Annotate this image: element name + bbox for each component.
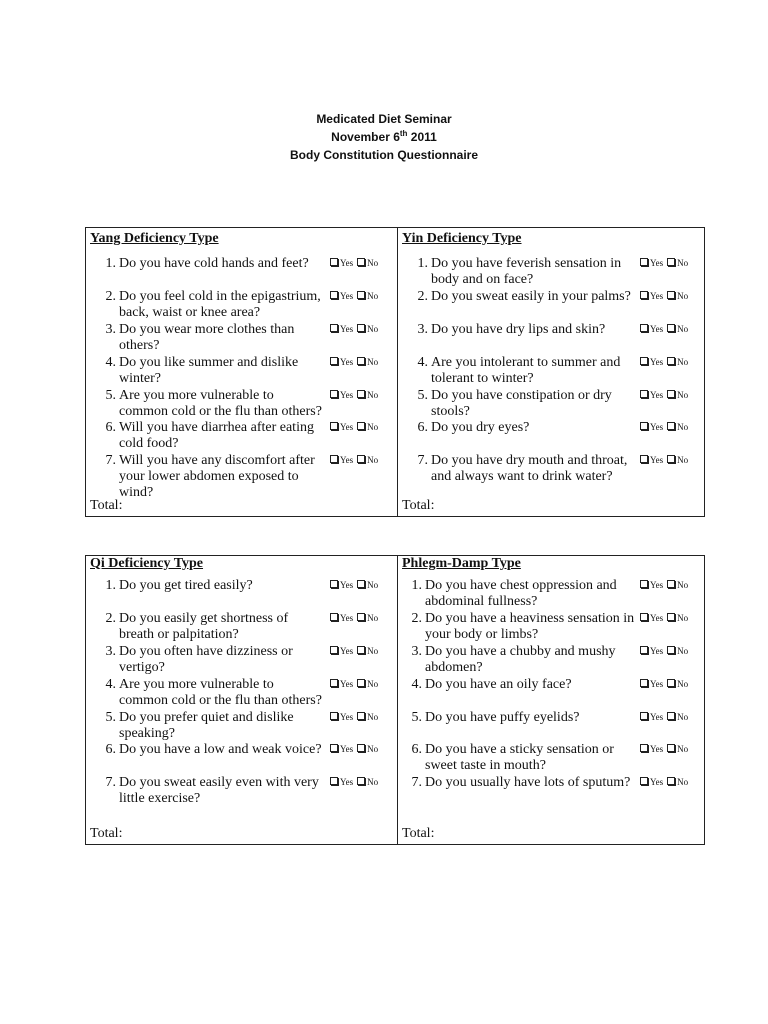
no-label: No bbox=[677, 679, 689, 689]
yes-no-options bbox=[330, 743, 382, 755]
yes-no-options bbox=[330, 645, 382, 657]
no-label: No bbox=[677, 777, 689, 787]
no-checkbox[interactable] bbox=[667, 257, 688, 269]
checkbox-icon[interactable] bbox=[357, 777, 365, 785]
no-checkbox[interactable] bbox=[357, 454, 378, 466]
yes-checkbox[interactable] bbox=[330, 776, 353, 788]
question-number: 3. bbox=[105, 322, 116, 337]
question-number: 3. bbox=[105, 644, 116, 659]
question-text: Are you more vulnerable to common cold or the flu than others? bbox=[119, 388, 322, 419]
question-text: Are you intolerant to summer and tolerant to winter? bbox=[431, 355, 621, 386]
question-number: 5. bbox=[105, 388, 116, 403]
questionnaire-grid-top bbox=[85, 227, 705, 517]
checkbox-icon[interactable] bbox=[357, 679, 365, 687]
no-label: No bbox=[367, 291, 379, 301]
yes-checkbox[interactable] bbox=[640, 356, 663, 368]
checkbox-icon[interactable] bbox=[330, 258, 338, 266]
no-checkbox[interactable] bbox=[357, 776, 378, 788]
yes-label: Yes bbox=[650, 324, 664, 334]
checkbox-icon[interactable] bbox=[640, 613, 648, 621]
checkbox-icon[interactable] bbox=[330, 455, 338, 463]
no-checkbox[interactable] bbox=[357, 323, 378, 335]
question-number: 2. bbox=[105, 289, 116, 304]
yes-checkbox[interactable] bbox=[640, 579, 663, 591]
no-checkbox[interactable] bbox=[667, 743, 688, 755]
question-number: 7. bbox=[417, 453, 428, 468]
no-label: No bbox=[677, 580, 689, 590]
yes-label: Yes bbox=[650, 422, 664, 432]
checkbox-icon[interactable] bbox=[667, 291, 675, 299]
question-number: 1. bbox=[105, 578, 116, 593]
no-label: No bbox=[367, 455, 379, 465]
no-label: No bbox=[367, 744, 379, 754]
yes-no-options bbox=[330, 389, 382, 401]
yes-label: Yes bbox=[340, 390, 354, 400]
yes-no-options bbox=[330, 776, 382, 788]
no-label: No bbox=[367, 258, 379, 268]
checkbox-icon[interactable] bbox=[640, 390, 648, 398]
yes-no-options bbox=[330, 421, 382, 433]
no-checkbox[interactable] bbox=[357, 711, 378, 723]
yes-no-options bbox=[640, 579, 692, 591]
no-checkbox[interactable] bbox=[357, 421, 378, 433]
yes-checkbox[interactable] bbox=[640, 421, 663, 433]
question-number: 7. bbox=[411, 775, 422, 790]
no-checkbox[interactable] bbox=[667, 711, 688, 723]
question-number: 2. bbox=[105, 611, 116, 626]
yes-no-options bbox=[640, 257, 692, 269]
checkbox-icon[interactable] bbox=[667, 258, 675, 266]
yes-label: Yes bbox=[340, 324, 354, 334]
no-label: No bbox=[677, 324, 689, 334]
yes-no-options bbox=[330, 290, 382, 302]
total-label: Total: bbox=[90, 498, 123, 513]
checkbox-icon[interactable] bbox=[667, 580, 675, 588]
no-label: No bbox=[367, 422, 379, 432]
no-label: No bbox=[677, 357, 689, 367]
no-checkbox[interactable] bbox=[357, 290, 378, 302]
total-label: Total: bbox=[402, 826, 435, 841]
yes-checkbox[interactable] bbox=[640, 257, 663, 269]
seminar-date: November 6th 2011 bbox=[331, 129, 437, 144]
checkbox-icon[interactable] bbox=[667, 679, 675, 687]
yes-label: Yes bbox=[650, 646, 664, 656]
no-checkbox[interactable] bbox=[357, 645, 378, 657]
question-number: 1. bbox=[417, 256, 428, 271]
yes-checkbox[interactable] bbox=[330, 290, 353, 302]
no-checkbox[interactable] bbox=[357, 678, 378, 690]
no-checkbox[interactable] bbox=[667, 323, 688, 335]
question-text: Do you usually have lots of sputum? bbox=[425, 775, 631, 790]
question-number: 5. bbox=[411, 710, 422, 725]
checkbox-icon[interactable] bbox=[640, 679, 648, 687]
yes-no-options bbox=[330, 356, 382, 368]
question-text: Are you more vulnerable to common cold or the flu than others? bbox=[119, 677, 322, 708]
yes-checkbox[interactable] bbox=[330, 421, 353, 433]
question-number: 6. bbox=[105, 420, 116, 435]
question-text: Do you sweat easily even with very little exercise? bbox=[119, 775, 319, 806]
yes-no-options bbox=[330, 711, 382, 723]
checkbox-icon[interactable] bbox=[667, 712, 675, 720]
yes-no-options bbox=[640, 389, 692, 401]
yes-checkbox[interactable] bbox=[640, 743, 663, 755]
question-number: 4. bbox=[411, 677, 422, 692]
checkbox-icon[interactable] bbox=[330, 390, 338, 398]
question-text: Do you often have dizziness or vertigo? bbox=[119, 644, 293, 675]
no-label: No bbox=[677, 613, 689, 623]
question-text: Do you have chest oppression and abdominal fullness? bbox=[425, 578, 617, 609]
question-text: Do you have cold hands and feet? bbox=[119, 256, 309, 271]
section-title: Yang Deficiency Type bbox=[90, 231, 219, 246]
yes-label: Yes bbox=[340, 357, 354, 367]
yes-checkbox[interactable] bbox=[330, 612, 353, 624]
yes-label: Yes bbox=[340, 258, 354, 268]
question-number: 4. bbox=[105, 677, 116, 692]
checkbox-icon[interactable] bbox=[330, 580, 338, 588]
yes-label: Yes bbox=[650, 291, 664, 301]
no-label: No bbox=[367, 580, 379, 590]
yes-label: Yes bbox=[650, 455, 664, 465]
no-label: No bbox=[367, 390, 379, 400]
yes-label: Yes bbox=[340, 422, 354, 432]
questionnaire-title: Body Constitution Questionnaire bbox=[290, 148, 478, 162]
yes-label: Yes bbox=[650, 258, 664, 268]
checkbox-icon[interactable] bbox=[640, 324, 648, 332]
yes-no-options bbox=[330, 678, 382, 690]
total-label: Total: bbox=[90, 826, 123, 841]
question-number: 7. bbox=[105, 453, 116, 468]
no-checkbox[interactable] bbox=[667, 421, 688, 433]
section-yin-deficiency bbox=[402, 228, 702, 516]
yes-label: Yes bbox=[340, 744, 354, 754]
section-phlegm-damp bbox=[402, 556, 702, 844]
checkbox-icon[interactable] bbox=[667, 390, 675, 398]
question-number: 4. bbox=[105, 355, 116, 370]
checkbox-icon[interactable] bbox=[357, 580, 365, 588]
yes-label: Yes bbox=[650, 357, 664, 367]
yes-checkbox[interactable] bbox=[640, 454, 663, 466]
question-text: Do you wear more clothes than others? bbox=[119, 322, 295, 353]
question-number: 4. bbox=[417, 355, 428, 370]
yes-no-options bbox=[640, 323, 692, 335]
checkbox-icon[interactable] bbox=[357, 422, 365, 430]
no-checkbox[interactable] bbox=[667, 454, 688, 466]
checkbox-icon[interactable] bbox=[640, 422, 648, 430]
yes-checkbox[interactable] bbox=[330, 711, 353, 723]
yes-checkbox[interactable] bbox=[330, 645, 353, 657]
document-header bbox=[0, 110, 768, 164]
no-label: No bbox=[367, 679, 379, 689]
question-number: 2. bbox=[411, 611, 422, 626]
question-text: Do you have dry lips and skin? bbox=[431, 322, 606, 337]
yes-checkbox[interactable] bbox=[640, 645, 663, 657]
section-title: Yin Deficiency Type bbox=[402, 231, 522, 246]
section-title: Phlegm-Damp Type bbox=[402, 556, 521, 571]
question-text: Do you have a chubby and mushy abdomen? bbox=[425, 644, 616, 675]
no-checkbox[interactable] bbox=[667, 678, 688, 690]
question-number: 1. bbox=[105, 256, 116, 271]
yes-checkbox[interactable] bbox=[640, 678, 663, 690]
checkbox-icon[interactable] bbox=[640, 580, 648, 588]
no-checkbox[interactable] bbox=[667, 776, 688, 788]
question-text: Do you prefer quiet and dislike speaking? bbox=[119, 710, 294, 741]
checkbox-icon[interactable] bbox=[667, 613, 675, 621]
question-text: Do you have a sticky sensation or sweet taste in mouth? bbox=[425, 742, 614, 773]
checkbox-icon[interactable] bbox=[357, 390, 365, 398]
checkbox-icon[interactable] bbox=[330, 613, 338, 621]
section-title: Qi Deficiency Type bbox=[90, 556, 204, 571]
question-number: 2. bbox=[417, 289, 428, 304]
yes-checkbox[interactable] bbox=[640, 776, 663, 788]
yes-no-options bbox=[640, 743, 692, 755]
yes-no-options bbox=[330, 612, 382, 624]
yes-checkbox[interactable] bbox=[640, 290, 663, 302]
checkbox-icon[interactable] bbox=[330, 646, 338, 654]
checkbox-icon[interactable] bbox=[330, 357, 338, 365]
yes-no-options bbox=[330, 323, 382, 335]
yes-checkbox[interactable] bbox=[330, 678, 353, 690]
yes-no-options bbox=[640, 421, 692, 433]
yes-no-options bbox=[640, 776, 692, 788]
question-text: Do you have constipation or dry stools? bbox=[431, 388, 612, 419]
no-label: No bbox=[367, 646, 379, 656]
checkbox-icon[interactable] bbox=[640, 455, 648, 463]
yes-label: Yes bbox=[340, 777, 354, 787]
no-label: No bbox=[367, 324, 379, 334]
yes-label: Yes bbox=[650, 613, 664, 623]
question-text: Do you have a low and weak voice? bbox=[119, 742, 322, 757]
checkbox-icon[interactable] bbox=[357, 258, 365, 266]
checkbox-icon[interactable] bbox=[330, 679, 338, 687]
checkbox-icon[interactable] bbox=[640, 744, 648, 752]
question-number: 6. bbox=[105, 742, 116, 757]
question-text: Do you dry eyes? bbox=[431, 420, 530, 435]
checkbox-icon[interactable] bbox=[640, 291, 648, 299]
no-checkbox[interactable] bbox=[357, 389, 378, 401]
checkbox-icon[interactable] bbox=[640, 357, 648, 365]
question-text: Do you get tired easily? bbox=[119, 578, 253, 593]
yes-label: Yes bbox=[650, 390, 664, 400]
no-checkbox[interactable] bbox=[357, 579, 378, 591]
no-label: No bbox=[677, 390, 689, 400]
no-label: No bbox=[367, 777, 379, 787]
checkbox-icon[interactable] bbox=[667, 422, 675, 430]
yes-no-options bbox=[330, 257, 382, 269]
yes-no-options bbox=[330, 579, 382, 591]
yes-label: Yes bbox=[650, 712, 664, 722]
yes-label: Yes bbox=[650, 777, 664, 787]
question-text: Do you have puffy eyelids? bbox=[425, 710, 580, 725]
column-divider bbox=[397, 228, 398, 516]
checkbox-icon[interactable] bbox=[667, 744, 675, 752]
no-checkbox[interactable] bbox=[667, 612, 688, 624]
no-label: No bbox=[677, 712, 689, 722]
no-label: No bbox=[677, 291, 689, 301]
question-text: Do you have feverish sensation in body and on face? bbox=[431, 256, 622, 287]
question-number: 1. bbox=[411, 578, 422, 593]
no-label: No bbox=[677, 258, 689, 268]
checkbox-icon[interactable] bbox=[330, 291, 338, 299]
yes-label: Yes bbox=[650, 580, 664, 590]
checkbox-icon[interactable] bbox=[357, 357, 365, 365]
yes-checkbox[interactable] bbox=[330, 323, 353, 335]
checkbox-icon[interactable] bbox=[330, 422, 338, 430]
question-text: Do you have dry mouth and throat, and always want to drink water? bbox=[431, 453, 628, 484]
checkbox-icon[interactable] bbox=[357, 291, 365, 299]
checkbox-icon[interactable] bbox=[640, 646, 648, 654]
yes-label: Yes bbox=[340, 712, 354, 722]
yes-label: Yes bbox=[650, 744, 664, 754]
checkbox-icon[interactable] bbox=[330, 777, 338, 785]
question-text: Do you have a heaviness sensation in your body or limbs? bbox=[425, 611, 635, 642]
question-number: 3. bbox=[417, 322, 428, 337]
no-checkbox[interactable] bbox=[357, 356, 378, 368]
yes-no-options bbox=[640, 356, 692, 368]
yes-checkbox[interactable] bbox=[640, 389, 663, 401]
checkbox-icon[interactable] bbox=[330, 712, 338, 720]
checkbox-icon[interactable] bbox=[357, 455, 365, 463]
no-label: No bbox=[367, 613, 379, 623]
question-text: Do you easily get shortness of breath or palpitation? bbox=[119, 611, 289, 642]
no-label: No bbox=[677, 744, 689, 754]
yes-label: Yes bbox=[340, 455, 354, 465]
checkbox-icon[interactable] bbox=[667, 324, 675, 332]
checkbox-icon[interactable] bbox=[640, 258, 648, 266]
yes-no-options bbox=[640, 612, 692, 624]
yes-checkbox[interactable] bbox=[330, 356, 353, 368]
yes-checkbox[interactable] bbox=[330, 579, 353, 591]
question-number: 3. bbox=[411, 644, 422, 659]
no-label: No bbox=[367, 357, 379, 367]
section-yang-deficiency bbox=[90, 228, 394, 516]
checkbox-icon[interactable] bbox=[667, 455, 675, 463]
checkbox-icon[interactable] bbox=[667, 777, 675, 785]
yes-no-options bbox=[640, 711, 692, 723]
no-checkbox[interactable] bbox=[667, 389, 688, 401]
yes-label: Yes bbox=[340, 613, 354, 623]
no-checkbox[interactable] bbox=[667, 290, 688, 302]
no-checkbox[interactable] bbox=[667, 645, 688, 657]
no-label: No bbox=[677, 455, 689, 465]
question-text: Do you sweat easily in your palms? bbox=[431, 289, 631, 304]
checkbox-icon[interactable] bbox=[640, 712, 648, 720]
yes-checkbox[interactable] bbox=[640, 612, 663, 624]
checkbox-icon[interactable] bbox=[667, 646, 675, 654]
yes-no-options bbox=[640, 290, 692, 302]
question-number: 5. bbox=[105, 710, 116, 725]
yes-label: Yes bbox=[650, 679, 664, 689]
question-number: 5. bbox=[417, 388, 428, 403]
question-text: Do you have an oily face? bbox=[425, 677, 572, 692]
yes-no-options bbox=[330, 454, 382, 466]
no-checkbox[interactable] bbox=[667, 579, 688, 591]
checkbox-icon[interactable] bbox=[357, 324, 365, 332]
question-number: 6. bbox=[411, 742, 422, 757]
yes-label: Yes bbox=[340, 646, 354, 656]
total-label: Total: bbox=[402, 498, 435, 513]
yes-no-options bbox=[640, 678, 692, 690]
yes-checkbox[interactable] bbox=[640, 711, 663, 723]
checkbox-icon[interactable] bbox=[357, 712, 365, 720]
yes-checkbox[interactable] bbox=[330, 743, 353, 755]
question-number: 6. bbox=[417, 420, 428, 435]
column-divider bbox=[397, 556, 398, 844]
yes-checkbox[interactable] bbox=[330, 454, 353, 466]
no-checkbox[interactable] bbox=[357, 743, 378, 755]
yes-label: Yes bbox=[340, 679, 354, 689]
question-number: 7. bbox=[105, 775, 116, 790]
questionnaire-grid-bottom bbox=[85, 555, 705, 845]
checkbox-icon[interactable] bbox=[330, 744, 338, 752]
question-text: Will you have any discomfort after your lower abdomen exposed to wind? bbox=[119, 453, 315, 500]
no-checkbox[interactable] bbox=[667, 356, 688, 368]
yes-no-options bbox=[640, 645, 692, 657]
no-label: No bbox=[677, 646, 689, 656]
yes-checkbox[interactable] bbox=[330, 389, 353, 401]
question-text: Do you like summer and dislike winter? bbox=[119, 355, 299, 386]
no-checkbox[interactable] bbox=[357, 257, 378, 269]
yes-no-options bbox=[640, 454, 692, 466]
yes-label: Yes bbox=[340, 580, 354, 590]
question-text: Will you have diarrhea after eating cold food? bbox=[119, 420, 314, 451]
no-checkbox[interactable] bbox=[357, 612, 378, 624]
yes-checkbox[interactable] bbox=[330, 257, 353, 269]
section-qi-deficiency bbox=[90, 556, 394, 844]
yes-checkbox[interactable] bbox=[640, 323, 663, 335]
checkbox-icon[interactable] bbox=[357, 613, 365, 621]
checkbox-icon[interactable] bbox=[357, 646, 365, 654]
no-label: No bbox=[677, 422, 689, 432]
checkbox-icon[interactable] bbox=[640, 777, 648, 785]
no-label: No bbox=[367, 712, 379, 722]
checkbox-icon[interactable] bbox=[667, 357, 675, 365]
question-text: Do you feel cold in the epigastrium, back, waist or knee area? bbox=[119, 289, 321, 320]
yes-label: Yes bbox=[340, 291, 354, 301]
checkbox-icon[interactable] bbox=[330, 324, 338, 332]
seminar-title: Medicated Diet Seminar bbox=[316, 112, 452, 126]
checkbox-icon[interactable] bbox=[357, 744, 365, 752]
